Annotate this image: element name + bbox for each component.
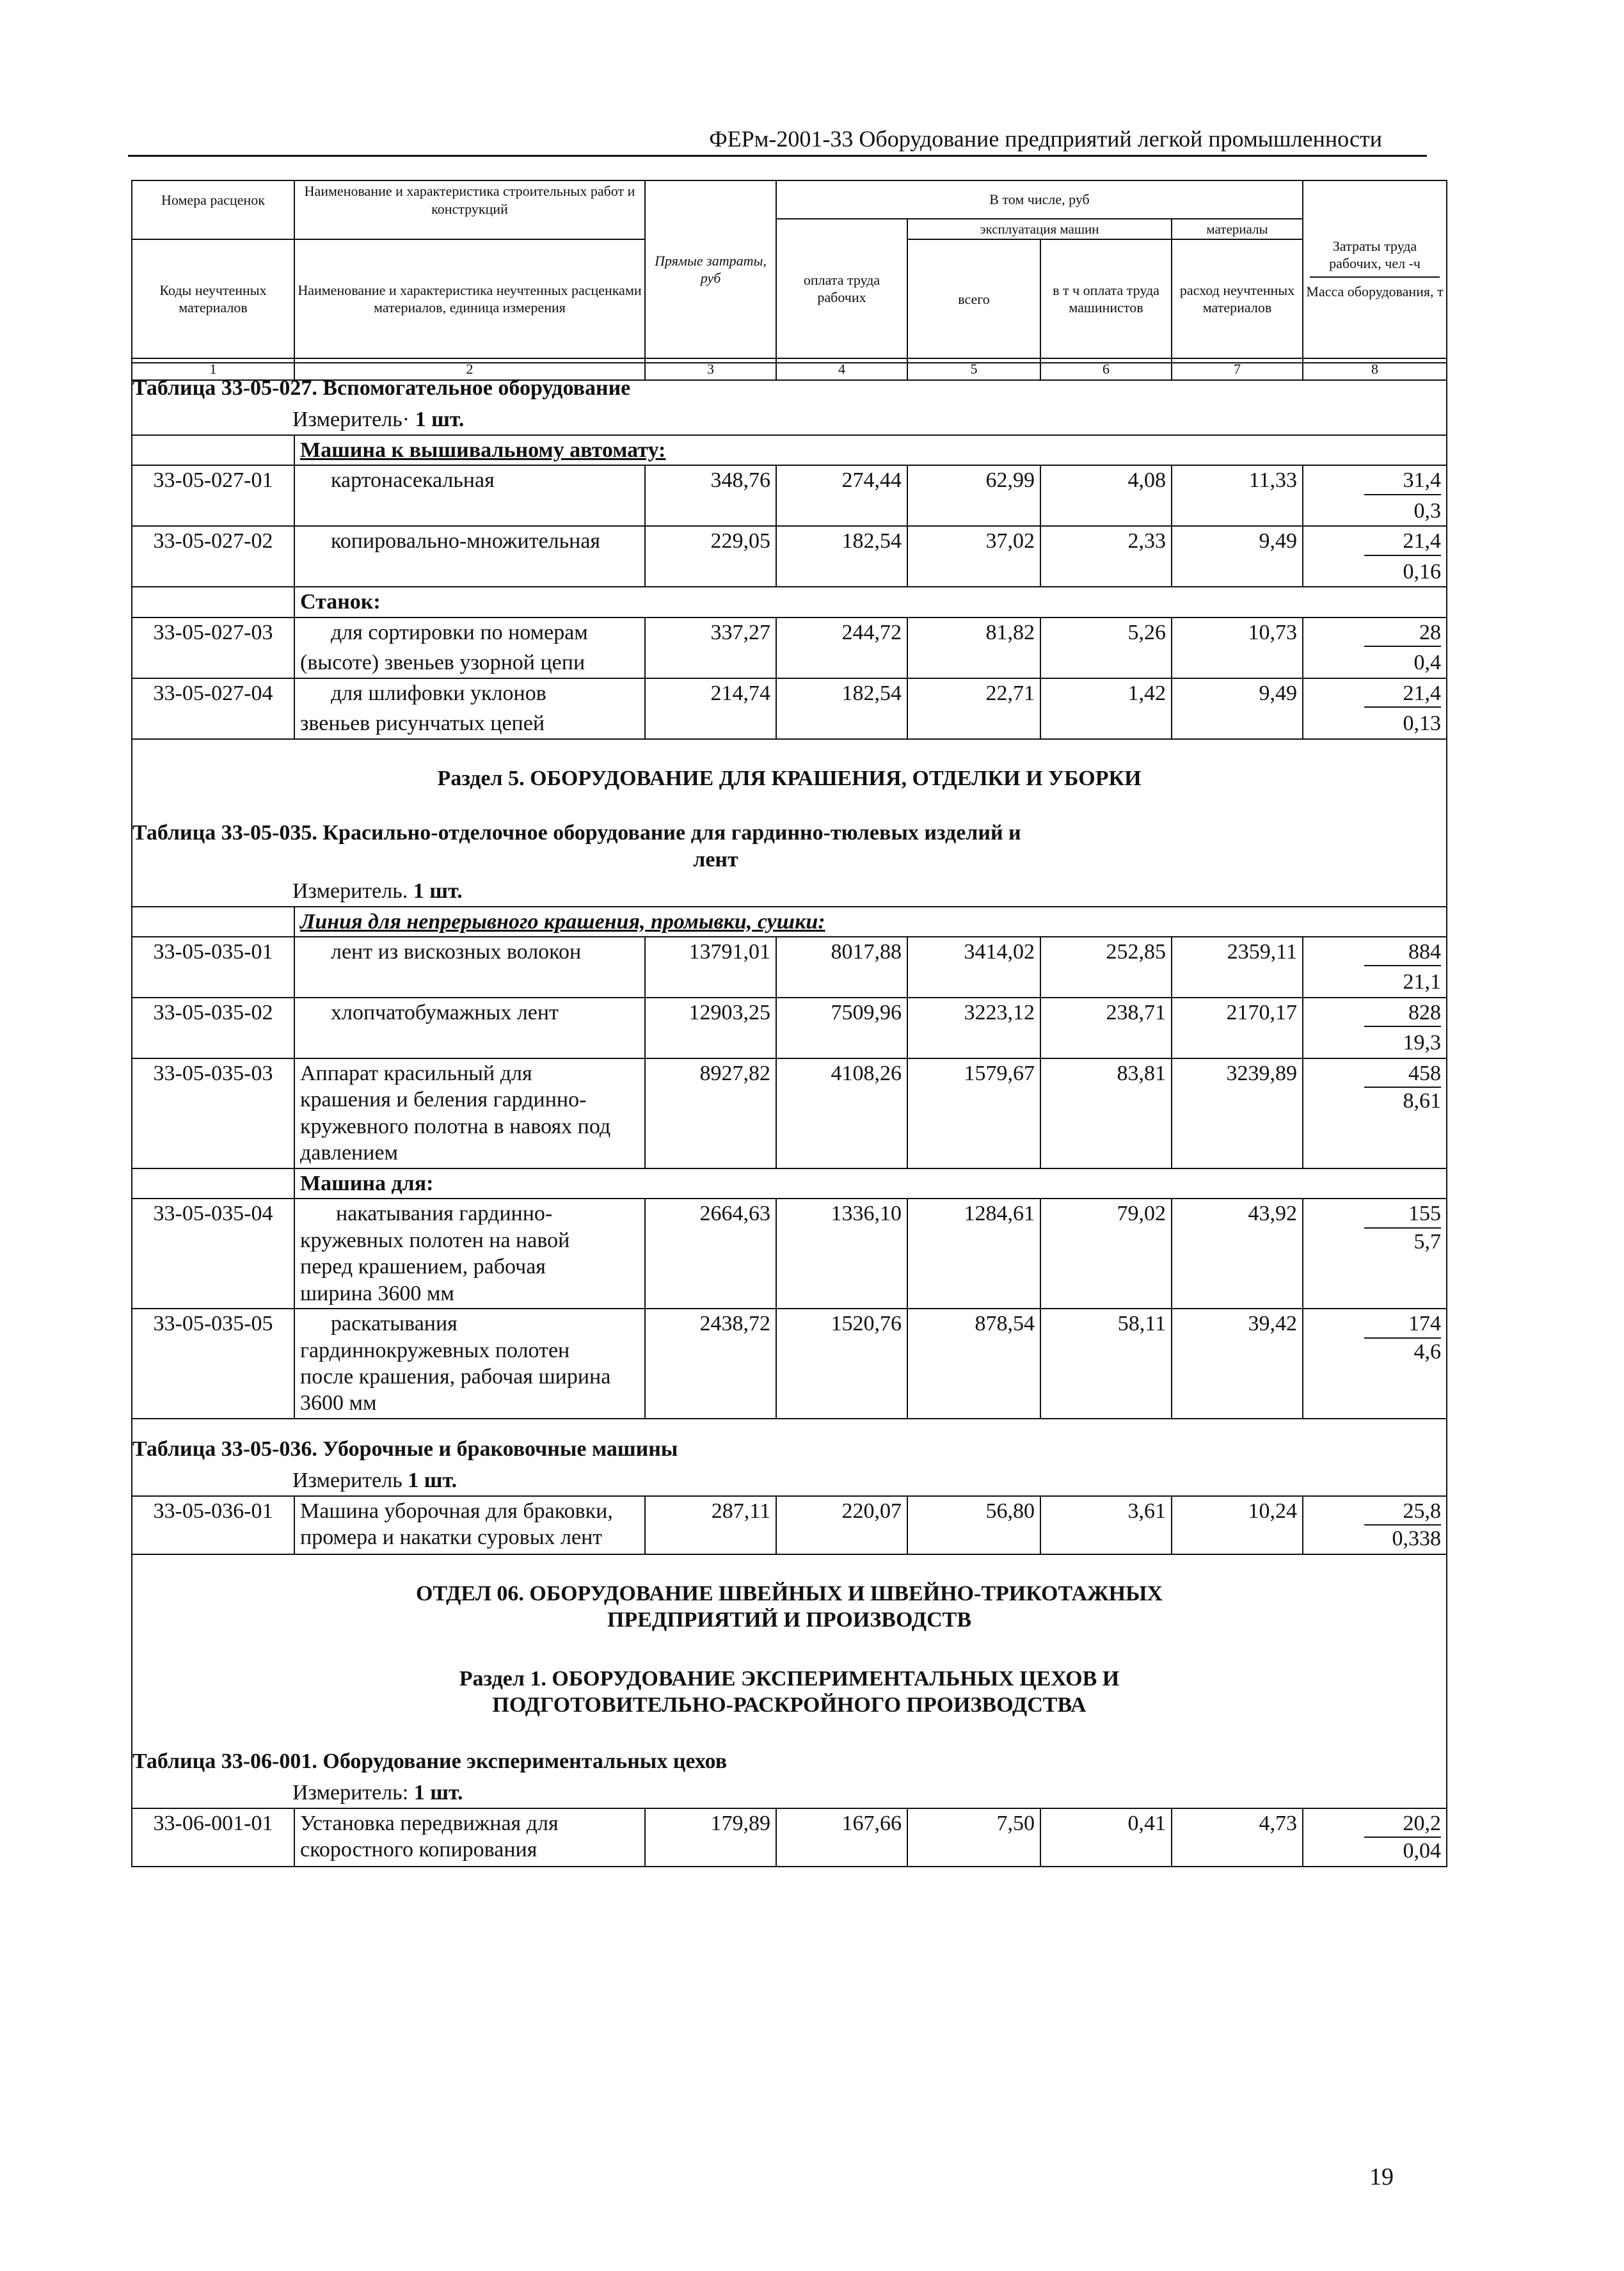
item-name-line: гардиннокружевных полотен bbox=[300, 1338, 570, 1362]
group-heading: Линия для непрерывного крашения, промывки, сушки: bbox=[294, 907, 1447, 937]
machines-total: 56,80 bbox=[907, 1496, 1040, 1554]
item-name: копировально-множительная bbox=[294, 526, 645, 557]
table-row bbox=[132, 618, 1447, 648]
col2-bottom-header: Наименование и характеристика неучтенных расценками материалов, единица измерения bbox=[294, 239, 645, 358]
measure-value: 1 шт. bbox=[415, 408, 465, 432]
equipment-mass: 0,4 bbox=[1303, 648, 1447, 678]
machines-total: 3414,02 bbox=[907, 937, 1040, 968]
equipment-mass: 21,1 bbox=[1303, 968, 1447, 997]
direct-costs: 348,76 bbox=[645, 465, 776, 496]
empty-cell bbox=[132, 435, 294, 465]
materials: 9,49 bbox=[1172, 678, 1303, 709]
col-number: 2 bbox=[294, 358, 645, 380]
labor-hours: 174 bbox=[1364, 1311, 1441, 1338]
labor-pay: 274,44 bbox=[776, 465, 907, 496]
measure-label: Измеритель: bbox=[292, 1781, 409, 1805]
group-heading: Станок: bbox=[294, 587, 1447, 617]
item-name-line: давлением bbox=[300, 1141, 399, 1165]
group-heading: Машина к вышивальному автомату: bbox=[294, 435, 1447, 465]
machines-header: эксплуатация машин bbox=[907, 219, 1172, 239]
item-name-line: Аппарат красильный для bbox=[300, 1061, 532, 1085]
equipment-mass: 0,3 bbox=[1303, 497, 1447, 526]
direct-costs: 13791,01 bbox=[645, 937, 776, 968]
direct-costs: 2664,63 bbox=[645, 1199, 776, 1309]
equipment-mass: 0,16 bbox=[1303, 557, 1447, 587]
item-name: хлопчатобумажных лент bbox=[294, 998, 645, 1028]
labor-hours: 28 bbox=[1364, 619, 1441, 647]
machines-total: 1284,61 bbox=[907, 1199, 1040, 1309]
equipment-mass: 4,6 bbox=[1413, 1339, 1441, 1364]
operator-pay: 2,33 bbox=[1040, 526, 1172, 557]
table-row bbox=[132, 1058, 1447, 1168]
item-name bbox=[294, 1309, 645, 1419]
division-heading bbox=[132, 1554, 1447, 1659]
col-number: 3 bbox=[645, 358, 776, 380]
col6-header: в т ч оплата труда машинистов bbox=[1040, 239, 1172, 358]
labor-pay: 4108,26 bbox=[776, 1058, 907, 1168]
table-row bbox=[132, 465, 1447, 496]
operator-pay: 4,08 bbox=[1040, 465, 1172, 496]
item-name-line: 3600 мм bbox=[300, 1391, 377, 1415]
materials: 9,49 bbox=[1172, 526, 1303, 557]
materials: 11,33 bbox=[1172, 465, 1303, 496]
col1-spacer bbox=[132, 219, 294, 239]
table-row bbox=[132, 526, 1447, 557]
measure-unit bbox=[132, 1466, 1447, 1495]
price-table bbox=[131, 362, 1447, 1867]
materials: 2359,11 bbox=[1172, 937, 1303, 968]
item-name bbox=[294, 1199, 645, 1309]
rate-code: 33-05-027-04 bbox=[132, 678, 294, 709]
section-heading-line: Раздел 1. ОБОРУДОВАНИЕ ЭКСПЕРИМЕНТАЛЬНЫХ ЦЕХОВ И bbox=[459, 1666, 1120, 1691]
labor-pay: 1336,10 bbox=[776, 1199, 907, 1309]
table-row bbox=[132, 1808, 1447, 1867]
machines-total: 22,71 bbox=[907, 678, 1040, 709]
measure-label: Измеритель bbox=[292, 1469, 402, 1493]
equipment-mass: 0,13 bbox=[1303, 709, 1447, 738]
machines-total: 81,82 bbox=[907, 618, 1040, 648]
rate-code: 33-05-035-05 bbox=[132, 1309, 294, 1419]
item-name: для сортировки по номерам bbox=[294, 618, 645, 648]
machines-total: 1579,67 bbox=[907, 1058, 1040, 1168]
item-name: картонасекальная bbox=[294, 465, 645, 496]
labor-pay: 182,54 bbox=[776, 678, 907, 709]
col5-header: всего bbox=[907, 239, 1040, 358]
measure-label: Измеритель. bbox=[292, 879, 408, 904]
direct-costs: 179,89 bbox=[645, 1808, 776, 1867]
table-title-33-05-035: Таблица 33-05-035. Красильно-отделочное оборудование для гардинно-тюлевых изделий и bbox=[132, 821, 1021, 845]
section-heading-line: ПОДГОТОВИТЕЛЬНО-РАСКРОЙНОГО ПРОИЗВОДСТВА bbox=[492, 1693, 1087, 1717]
item-name-cont: (высоте) звеньев узорной цепи bbox=[294, 648, 645, 678]
col8-top-label: Затраты труда рабочих, чел -ч bbox=[1310, 234, 1440, 278]
item-name-line: перед крашением, рабочая bbox=[300, 1255, 546, 1279]
operator-pay: 252,85 bbox=[1040, 937, 1172, 968]
group-heading: Машина для: bbox=[294, 1168, 1447, 1199]
measure-unit bbox=[132, 877, 1447, 906]
measure-unit bbox=[132, 1778, 1447, 1808]
item-name-line: скоростного копирования bbox=[300, 1838, 537, 1862]
equipment-mass: 5,7 bbox=[1413, 1229, 1441, 1254]
labor-hours: 20,2 bbox=[1364, 1810, 1441, 1838]
rate-code: 33-05-035-03 bbox=[132, 1058, 294, 1168]
item-name-line: Машина уборочная для браковки, bbox=[300, 1499, 613, 1523]
item-name-line: накатывания гардинно- bbox=[336, 1202, 553, 1226]
labor-hours: 25,8 bbox=[1364, 1498, 1441, 1526]
item-name-line: после крашения, рабочая ширина bbox=[300, 1365, 611, 1389]
table-row bbox=[132, 998, 1447, 1028]
table-title-33-06-001: Таблица 33-06-001. Оборудование экспериментальных цехов bbox=[132, 1744, 1447, 1778]
item-name: для шлифовки уклонов bbox=[294, 678, 645, 709]
rate-code: 33-05-027-01 bbox=[132, 465, 294, 496]
labor-hours: 31,4 bbox=[1364, 467, 1441, 495]
equipment-mass: 8,61 bbox=[1403, 1089, 1441, 1113]
machines-total: 62,99 bbox=[907, 465, 1040, 496]
empty-cell bbox=[132, 587, 294, 617]
measure-value: 1 шт. bbox=[413, 1781, 463, 1805]
labor-hours: 155 bbox=[1364, 1200, 1441, 1228]
materials: 3239,89 bbox=[1172, 1058, 1303, 1168]
col-number: 1 bbox=[132, 358, 294, 380]
labor-pay: 220,07 bbox=[776, 1496, 907, 1554]
rate-code: 33-05-035-02 bbox=[132, 998, 294, 1028]
item-name-line: раскатывания bbox=[331, 1312, 458, 1336]
col-number: 8 bbox=[1303, 358, 1447, 380]
rate-code: 33-05-035-01 bbox=[132, 937, 294, 968]
measure-label: Измеритель· bbox=[292, 408, 410, 432]
table-title-33-05-027: Таблица 33-05-027. Вспомогательное оборудование bbox=[132, 363, 1447, 405]
item-name-cont: звеньев рисунчатых цепей bbox=[294, 709, 645, 738]
equipment-mass: 19,3 bbox=[1303, 1028, 1447, 1058]
machines-total: 3223,12 bbox=[907, 998, 1040, 1028]
col1-top-header: Номера расценок bbox=[132, 180, 294, 219]
rate-code: 33-05-036-01 bbox=[132, 1496, 294, 1554]
direct-costs: 214,74 bbox=[645, 678, 776, 709]
table-row bbox=[132, 1199, 1447, 1309]
operator-pay: 83,81 bbox=[1040, 1058, 1172, 1168]
division-heading-line: ПРЕДПРИЯТИЙ И ПРОИЗВОДСТВ bbox=[607, 1608, 972, 1632]
item-name bbox=[294, 1058, 645, 1168]
labor-pay: 167,66 bbox=[776, 1808, 907, 1867]
included-header: В том числе, руб bbox=[776, 180, 1303, 219]
operator-pay: 0,41 bbox=[1040, 1808, 1172, 1867]
col7-header: расход неучтенных материалов bbox=[1172, 239, 1303, 358]
materials: 39,42 bbox=[1172, 1309, 1303, 1419]
materials: 4,73 bbox=[1172, 1808, 1303, 1867]
col3-header: Прямые затраты, руб bbox=[645, 180, 776, 358]
machines-total: 878,54 bbox=[907, 1309, 1040, 1419]
measure-unit bbox=[132, 405, 1447, 434]
column-header-table bbox=[131, 180, 1447, 381]
col8-bottom-label: Масса оборудования, т bbox=[1306, 283, 1444, 299]
labor-hours: 458 bbox=[1364, 1060, 1441, 1088]
materials: 10,73 bbox=[1172, 618, 1303, 648]
table-row bbox=[132, 1496, 1447, 1554]
direct-costs: 337,27 bbox=[645, 618, 776, 648]
operator-pay: 238,71 bbox=[1040, 998, 1172, 1028]
operator-pay: 79,02 bbox=[1040, 1199, 1172, 1309]
labor-hours: 828 bbox=[1364, 1000, 1441, 1027]
labor-hours: 21,4 bbox=[1364, 528, 1441, 555]
labor-pay: 182,54 bbox=[776, 526, 907, 557]
equipment-mass: 0,338 bbox=[1392, 1527, 1441, 1551]
materials: 43,92 bbox=[1172, 1199, 1303, 1309]
labor-pay: 244,72 bbox=[776, 618, 907, 648]
rate-code: 33-05-027-02 bbox=[132, 526, 294, 557]
operator-pay: 5,26 bbox=[1040, 618, 1172, 648]
item-name bbox=[294, 1808, 645, 1867]
item-name-line: крашения и беления гардинно- bbox=[300, 1088, 587, 1112]
col2-top-header: Наименование и характеристика строительных работ и конструкций bbox=[294, 180, 645, 219]
direct-costs: 8927,82 bbox=[645, 1058, 776, 1168]
section-heading bbox=[132, 1659, 1447, 1744]
direct-costs: 12903,25 bbox=[645, 998, 776, 1028]
item-name-line: Установка передвижная для bbox=[300, 1811, 559, 1835]
item-name-line: кружевного полотна в навоях под bbox=[300, 1114, 611, 1138]
table-row bbox=[132, 937, 1447, 968]
col-number: 4 bbox=[776, 358, 907, 380]
col-number: 6 bbox=[1040, 358, 1172, 380]
operator-pay: 3,61 bbox=[1040, 1496, 1172, 1554]
col-number: 7 bbox=[1172, 358, 1303, 380]
measure-value: 1 шт. bbox=[408, 1469, 458, 1493]
operator-pay: 58,11 bbox=[1040, 1309, 1172, 1419]
table-row bbox=[132, 678, 1447, 709]
operator-pay: 1,42 bbox=[1040, 678, 1172, 709]
col-number: 5 bbox=[907, 358, 1040, 380]
col2-spacer bbox=[294, 219, 645, 239]
direct-costs: 287,11 bbox=[645, 1496, 776, 1554]
item-name: лент из вискозных волокон bbox=[294, 937, 645, 968]
direct-costs: 229,05 bbox=[645, 526, 776, 557]
machines-total: 7,50 bbox=[907, 1808, 1040, 1867]
division-heading-line: ОТДЕЛ 06. ОБОРУДОВАНИЕ ШВЕЙНЫХ И ШВЕЙНО-ТРИКОТАЖНЫХ bbox=[415, 1581, 1163, 1606]
item-name bbox=[294, 1496, 645, 1554]
machines-total: 37,02 bbox=[907, 526, 1040, 557]
labor-hours: 21,4 bbox=[1364, 680, 1441, 708]
labor-pay: 7509,96 bbox=[776, 998, 907, 1028]
col1-bottom-header: Коды неучтенных материалов bbox=[132, 239, 294, 358]
rate-code: 33-06-001-01 bbox=[132, 1808, 294, 1867]
labor-hours: 884 bbox=[1364, 939, 1441, 966]
labor-pay: 1520,76 bbox=[776, 1309, 907, 1419]
equipment-mass: 0,04 bbox=[1403, 1839, 1441, 1863]
item-name-line: промера и накатки суровых лент bbox=[300, 1526, 603, 1550]
labor-pay: 8017,88 bbox=[776, 937, 907, 968]
item-name-line: ширина 3600 мм bbox=[300, 1281, 454, 1305]
table-title-33-05-036: Таблица 33-05-036. Уборочные и браковочные машины bbox=[132, 1419, 1447, 1466]
materials: 10,24 bbox=[1172, 1496, 1303, 1554]
table-title-cont: лент bbox=[693, 847, 738, 872]
direct-costs: 2438,72 bbox=[645, 1309, 776, 1419]
rate-code: 33-05-027-03 bbox=[132, 618, 294, 648]
col8-header bbox=[1303, 180, 1447, 358]
item-name-line: кружевных полотен на навой bbox=[300, 1228, 570, 1252]
running-header: ФЕРм-2001-33 Оборудование предприятий легкой промышленности bbox=[128, 125, 1427, 157]
materials-header: материалы bbox=[1172, 219, 1303, 239]
section-heading: Раздел 5. ОБОРУДОВАНИЕ ДЛЯ КРАШЕНИЯ, ОТДЕЛКИ И УБОРКИ bbox=[132, 739, 1447, 817]
page-number: 19 bbox=[1369, 2163, 1394, 2190]
col4-header: оплата труда рабочих bbox=[776, 219, 907, 358]
materials: 2170,17 bbox=[1172, 998, 1303, 1028]
table-row bbox=[132, 1309, 1447, 1419]
measure-value: 1 шт. bbox=[413, 879, 463, 904]
rate-code: 33-05-035-04 bbox=[132, 1199, 294, 1309]
